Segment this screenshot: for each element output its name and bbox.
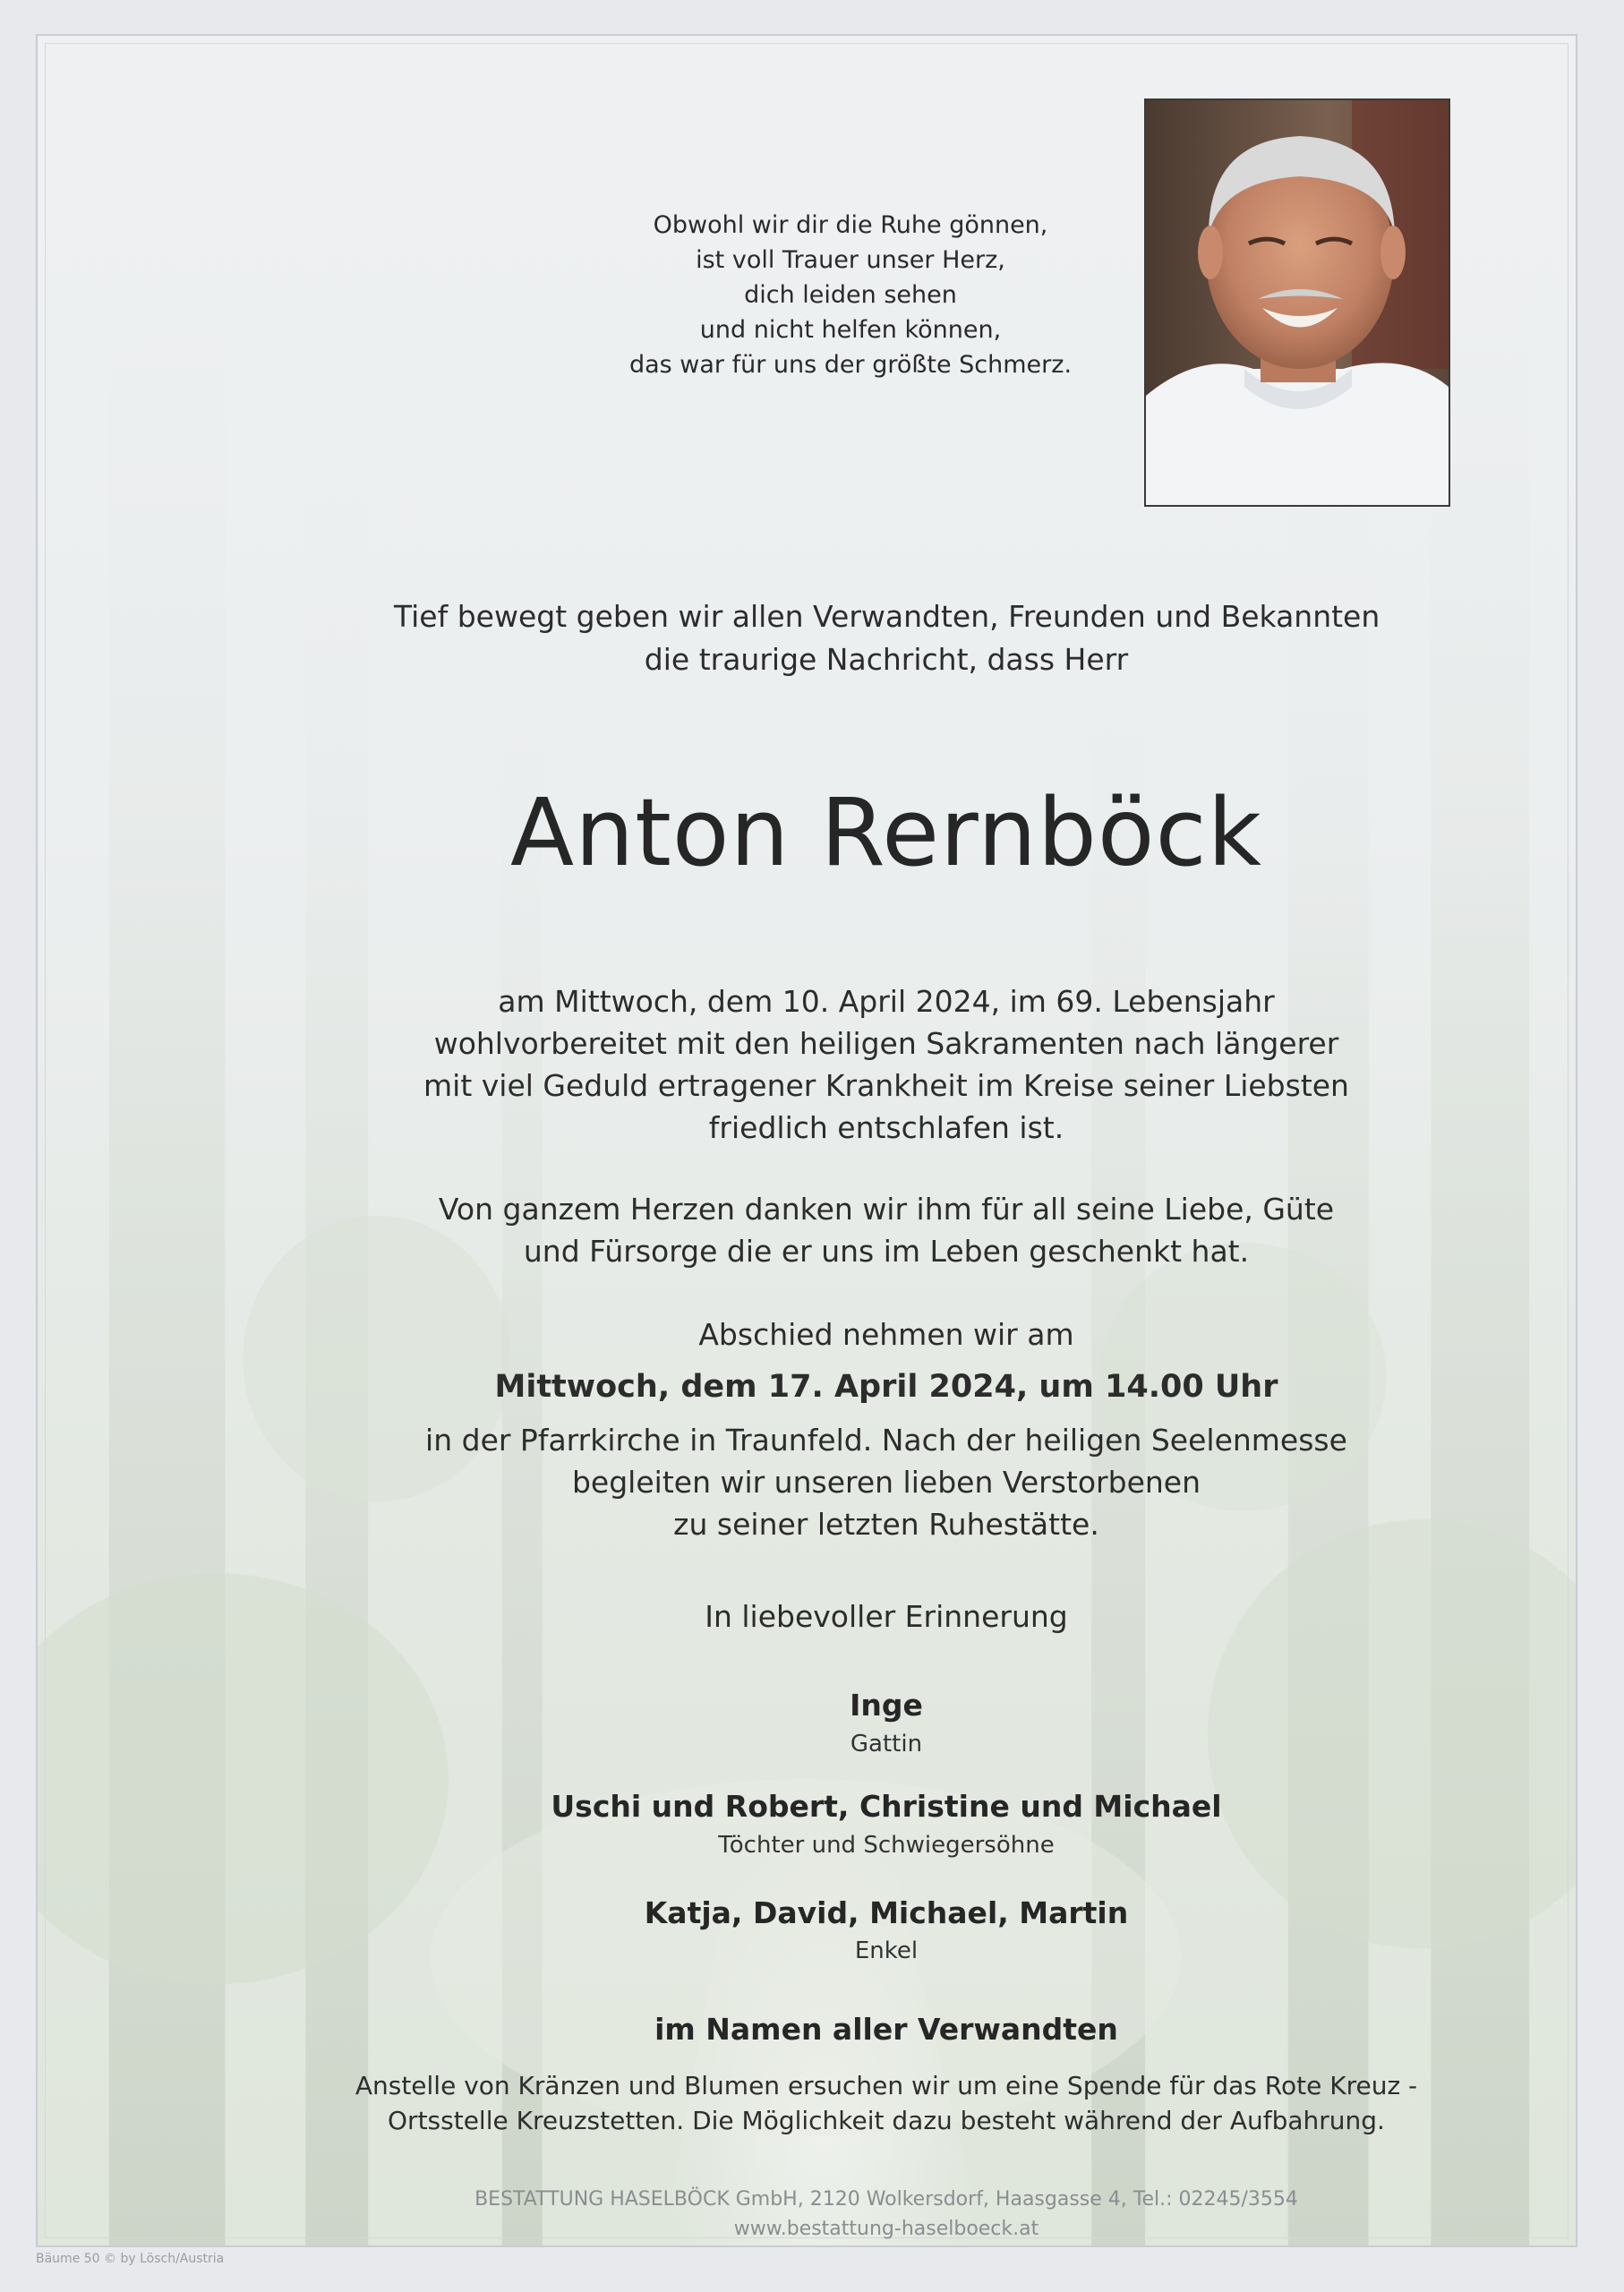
intro-text — [394, 595, 1379, 681]
death-notice-line: wohlvorbereitet mit den heiligen Sakramenten nach längerer — [433, 1026, 1339, 1061]
footer — [269, 2185, 1504, 2244]
poem-line: das war für uns der größte Schmerz. — [628, 351, 1073, 379]
intro-line: Tief bewegt geben wir allen Verwandten, Freunden und Bekannten — [394, 599, 1380, 634]
mourner-role: Gattin — [850, 1731, 923, 1757]
thanks-line: und Fürsorge die er uns im Leben geschenkt hat. — [523, 1234, 1250, 1269]
thanks-line: Von ganzem Herzen danken wir ihm für all seine Liebe, Güte — [438, 1192, 1335, 1227]
mourner-name: Uschi und Robert, Christine und Michael — [551, 1789, 1222, 1824]
death-notice-line: mit viel Geduld ertragener Krankheit im Kreise seiner Liebsten — [423, 1068, 1349, 1103]
footer-company: BESTATTUNG HASELBÖCK GmbH, 2120 Wolkersdorf, Haasgasse 4, Tel.: 02245/3554 — [474, 2188, 1298, 2211]
poem — [537, 208, 1164, 382]
donation-text — [269, 2068, 1504, 2138]
donation-line: Ortsstelle Kreuzstetten. Die Möglichkeit dazu besteht während der Aufbahrung. — [388, 2106, 1385, 2135]
death-notice — [394, 980, 1379, 1149]
farewell-intro: Abschied nehmen wir am — [698, 1317, 1074, 1352]
donation-line: Anstelle von Kränzen und Blumen ersuchen wir um eine Spende für das Rote Kreuz - — [355, 2071, 1418, 2100]
poem-line: und nicht helfen können, — [699, 316, 1002, 344]
portrait-image — [1146, 100, 1449, 505]
farewell-line: in der Pfarrkirche in Traunfeld. Nach der heiligen Seelenmesse — [425, 1423, 1347, 1458]
poem-line: ist voll Trauer unser Herz, — [696, 246, 1005, 274]
poem-line: dich leiden sehen — [744, 281, 957, 309]
mourner-role: Enkel — [854, 1937, 919, 1964]
copyright-note: Bäume 50 © by Lösch/Austria — [36, 2252, 225, 2266]
mourner-name: Inge — [850, 1688, 923, 1723]
farewell-date: Mittwoch, dem 17. April 2024, um 14.00 Uhr — [494, 1369, 1278, 1405]
remembrance-text: In liebevoller Erinnerung — [705, 1599, 1068, 1634]
mourner-name: Katja, David, Michael, Martin — [644, 1895, 1129, 1930]
poem-line: Obwohl wir dir die Ruhe gönnen, — [653, 211, 1048, 239]
footer-website: www.bestattung-haselboeck.at — [733, 2218, 1039, 2240]
portrait-photo — [1144, 98, 1450, 507]
deceased-name: Anton Rernböck — [510, 778, 1262, 887]
death-notice-line: am Mittwoch, dem 10. April 2024, im 69. Lebensjahr — [498, 984, 1275, 1019]
mourner-role: Töchter und Schwiegersöhne — [718, 1832, 1055, 1859]
intro-line: die traurige Nachricht, dass Herr — [644, 642, 1129, 677]
relatives-text: im Namen aller Verwandten — [654, 2012, 1118, 2047]
thanks-text — [394, 1188, 1379, 1272]
death-notice-line: friedlich entschlafen ist. — [708, 1110, 1064, 1145]
farewell-line: begleiten wir unseren lieben Verstorbenen — [571, 1465, 1201, 1500]
farewell-line: zu seiner letzten Ruhestätte. — [673, 1507, 1099, 1542]
farewell-details — [394, 1419, 1379, 1545]
